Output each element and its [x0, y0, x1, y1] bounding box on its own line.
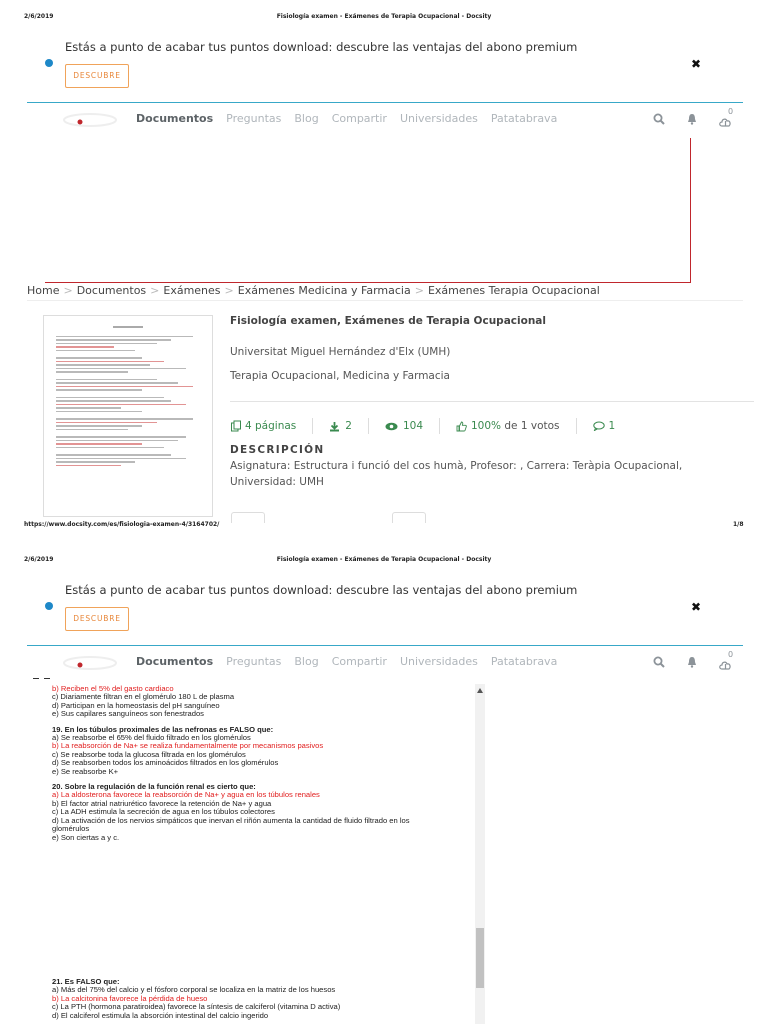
- description-label: DESCRIPCIÓN: [230, 444, 325, 456]
- exam-line: c) La PTH (hormona paratiroidea) favorece la síntesis de calciferol (vitamina D activa): [52, 1002, 341, 1012]
- nav-blog-2[interactable]: Blog: [294, 655, 319, 668]
- exam-content: [52, 685, 472, 842]
- premium-banner-message-2: Estás a punto de acabar tus puntos download: descubre las ventajas del abono premium: [65, 583, 578, 597]
- nav-patatabrava-2[interactable]: Patatabrava: [490, 655, 558, 668]
- crumb-home[interactable]: Home: [27, 284, 60, 297]
- download-icon: [329, 421, 340, 432]
- nav-preguntas[interactable]: Preguntas: [226, 112, 282, 125]
- description-text: Asignatura: Estructura i funció del cos humà, Profesor: , Carrera: Teràpia Ocupacional, Universidad: UMH: [230, 460, 683, 488]
- exam-line: d) Se reabsorben todos los aminoácidos filtrados en los glomérulos: [52, 758, 279, 768]
- eye-icon: [385, 422, 398, 431]
- crumb-terapia[interactable]: Exámenes Terapia Ocupacional: [427, 284, 600, 297]
- header-divider-2: [27, 645, 743, 646]
- scrollbar-thumb[interactable]: [476, 928, 484, 988]
- cropped-glyph-2: [44, 678, 50, 682]
- ad-frame: [45, 138, 691, 283]
- info-divider: [230, 401, 754, 402]
- breadcrumb: Home > Documentos > Exámenes > Exámenes Medicina y Farmacia > Exámenes Terapia Ocupacional: [27, 284, 600, 297]
- scroll-up-arrow-icon[interactable]: [477, 688, 483, 693]
- nav-universidades[interactable]: Universidades: [399, 112, 478, 125]
- nav-universidades-2[interactable]: Universidades: [399, 655, 478, 668]
- exam-line: d) Participan en la homeostasis del pH sanguíneo: [52, 700, 220, 710]
- document-thumbnail[interactable]: [43, 315, 213, 517]
- print-page-number: 1/8: [733, 521, 744, 528]
- question-21: 21. Es FALSO que:: [52, 977, 120, 986]
- document-subjects[interactable]: Terapia Ocupacional, Medicina y Farmacia: [230, 370, 450, 382]
- bell-icon[interactable]: [686, 113, 698, 125]
- question-20: 20. Sobre la regulación de la función renal es cierto que:: [52, 782, 256, 792]
- document-university[interactable]: Universitat Miguel Hernández d'Elx (UMH): [230, 346, 451, 358]
- exam-line: d) La activación de los nervios simpáticos que inervan el riñón aumenta la cantidad de fluido filtrado en los: [52, 815, 410, 825]
- exam-line: d) El calciferol estimula la absorción intestinal del calcio ingerido: [52, 1010, 269, 1020]
- upload-icon[interactable]: [719, 116, 733, 128]
- stat-rating: 100% de 1 votos: [456, 420, 560, 432]
- search-icon-2[interactable]: [653, 656, 665, 668]
- header-divider: [27, 102, 743, 103]
- exam-line: b) Reciben el 5% del gasto cardiaco: [52, 684, 174, 693]
- stat-downloads: 2: [329, 420, 352, 432]
- breadcrumb-divider: [27, 300, 743, 301]
- stat-pages: 4 páginas: [230, 420, 296, 432]
- nav-blog[interactable]: Blog: [294, 112, 319, 125]
- close-banner-icon[interactable]: ✖: [691, 57, 702, 71]
- descubre-button-2[interactable]: DESCUBRE: [65, 607, 129, 631]
- crumb-examenes[interactable]: Exámenes: [163, 284, 221, 297]
- notification-count-2: 0: [728, 650, 734, 659]
- stat-views: 104: [385, 420, 423, 432]
- search-icon[interactable]: [653, 113, 665, 125]
- exam-line: b) La calcitonina favorece la pérdida de hueso: [52, 993, 208, 1003]
- print-date-2: 2/6/2019: [24, 556, 54, 563]
- bell-icon-2[interactable]: [686, 656, 698, 668]
- exam-content-2: [52, 978, 472, 1020]
- comment-icon: [593, 421, 605, 431]
- banner-dot-icon: [45, 59, 53, 67]
- upload-icon-2[interactable]: [719, 659, 733, 671]
- exam-line: b) La reabsorción de Na+ se realiza fundamentalmente por mecanismos pasivos: [52, 741, 324, 751]
- exam-line: e) Se reabsorbe K+: [52, 766, 119, 776]
- print-url: https://www.docsity.com/es/fisiologia-examen-4/3164702/: [24, 521, 220, 528]
- nav-preguntas-2[interactable]: Preguntas: [226, 655, 282, 668]
- exam-line: b) El factor atrial natriurético favorece la retención de Na+ y agua: [52, 798, 272, 808]
- thumbs-up-icon: [456, 421, 467, 432]
- exam-line: e) Sus capilares sanguíneos son fenestrados: [52, 709, 204, 719]
- document-stats: [230, 418, 615, 434]
- nav-documentos[interactable]: Documentos: [136, 112, 214, 125]
- exam-line: a) La aldosterona favorece la reabsorción de Na+ y agua en los túbulos renales: [52, 790, 320, 800]
- print-date: 2/6/2019: [24, 13, 54, 20]
- main-nav: [136, 112, 570, 125]
- premium-banner-message: Estás a punto de acabar tus puntos download: descubre las ventajas del abono premium: [65, 40, 578, 54]
- crumb-documentos[interactable]: Documentos: [76, 284, 147, 297]
- exam-line: glomérulos: [52, 824, 90, 834]
- exam-line: a) Se reabsorbe el 65% del fluido filtrado en los glomérulos: [52, 733, 251, 743]
- banner-dot-icon-2: [45, 602, 53, 610]
- crumb-medicina[interactable]: Exámenes Medicina y Farmacia: [237, 284, 411, 297]
- close-banner-icon-2[interactable]: ✖: [691, 600, 702, 614]
- main-nav-2: [136, 655, 570, 668]
- exam-line: a) Más del 75% del calcio y el fósforo corporal se localiza en la matriz de los huesos: [52, 985, 336, 995]
- docsity-logo-2[interactable]: [62, 653, 118, 671]
- stat-comments: 1: [593, 420, 616, 432]
- notification-count: 0: [728, 107, 734, 116]
- cropped-glyph: [33, 678, 39, 682]
- print-title: Fisiología examen - Exámenes de Terapia Ocupacional - Docsity: [276, 13, 492, 20]
- nav-compartir[interactable]: Compartir: [331, 112, 387, 125]
- nav-patatabrava[interactable]: Patatabrava: [490, 112, 558, 125]
- action-button-partial[interactable]: [231, 512, 265, 523]
- print-title-2: Fisiología examen - Exámenes de Terapia Ocupacional - Docsity: [276, 556, 492, 563]
- action-button-partial-2[interactable]: [392, 512, 426, 523]
- exam-line: c) Se reabsorbe toda la glucosa filtrada en los glomérulos: [52, 749, 246, 759]
- exam-line: c) Diariamente filtran en el glomérulo 180 L de plasma: [52, 692, 235, 702]
- nav-documentos-2[interactable]: Documentos: [136, 655, 214, 668]
- exam-line: c) La ADH estimula la secreción de agua en los túbulos colectores: [52, 807, 275, 817]
- exam-line: e) Son ciertas a y c.: [52, 832, 120, 842]
- nav-compartir-2[interactable]: Compartir: [331, 655, 387, 668]
- pages-icon: [230, 420, 242, 432]
- question-19: 19. En los túbulos proximales de las nefronas es FALSO que:: [52, 724, 274, 734]
- descubre-button[interactable]: DESCUBRE: [65, 64, 129, 88]
- docsity-logo[interactable]: [62, 110, 118, 128]
- document-title: Fisiología examen, Exámenes de Terapia Ocupacional: [230, 315, 546, 327]
